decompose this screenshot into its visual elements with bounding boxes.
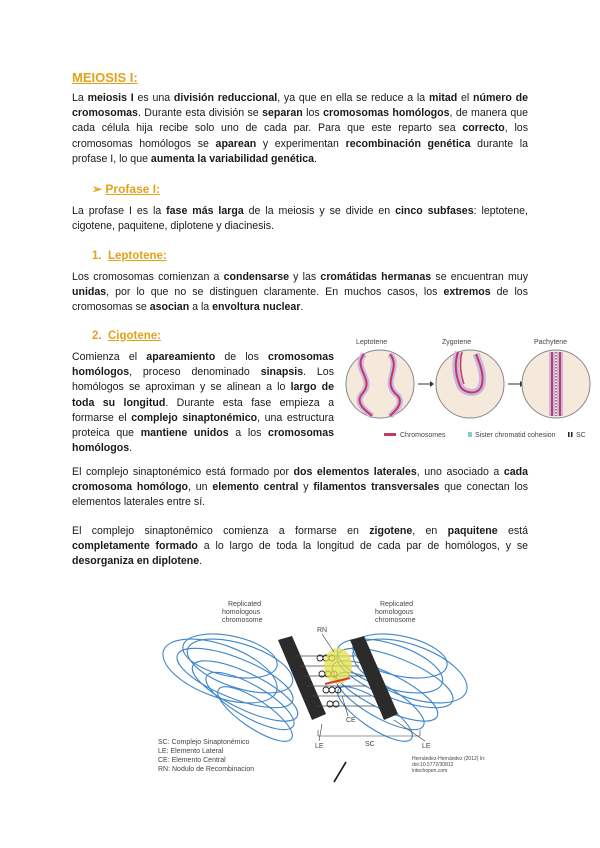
fig2-right-title-1: Replicated [380,601,414,608]
prophase-stages-figure [342,334,592,446]
fig2-legend-sc: SC: Complejo Sinaptonémico [158,739,250,746]
fig2-label-sc: SC [365,741,375,748]
pointer-line [334,762,346,782]
intro-paragraph: La meiosis I es una división reduccional, ya que en ella se reduce a la mitad el número de cromosomas. Durante esta división se separan los cromosomas homólogos, de manera que cada célula hija recibe solo uno de cada par. Para que este reparto sea correcto, los cromosomas homólogos se aparean y experimentan recombinación genética durante la profase I, lo que aumenta la variabilidad genética. [72,92,529,165]
cigotene-paragraph: Comienza el apareamiento de los cromosomas homólogos, proceso denominado sinapsis. Los homólogos se aproximan y se alinean a lo largo de toda su longitud. Durante esta fase empieza a formarse el complejo sinaptonémico, una estructura proteica que mantiene unidos a los cromosomas homólogos. [72,351,335,455]
profase-paragraph: La profase I es la fase más larga de la meiosis y se divide en cinco subfases: leptotene, cigotene, paquitene, diplotene y diacinesis. [72,205,528,233]
fig1-label-zygotene: Zygotene [442,339,472,346]
fig2-right-title-3: chromosome [375,617,416,624]
profase-heading: ➢ Profase I: [92,182,161,196]
fig1-label-leptotene: Leptotene [356,339,388,346]
arrow-bullet-icon: ➢ [92,182,103,196]
fig2-credit-3: intechopen.com [412,768,448,774]
complejo-structure-paragraph: El complejo sinaptonémico está formado por dos elementos laterales, uno asociado a cada cromosoma homólogo, un elemento central y filamentos transversales que conectan los elementos laterales entre sí. [72,466,529,509]
fig1-label-pachytene: Pachytene [534,339,568,346]
fig2-label-rn: RN [317,627,328,634]
fig2-label-le-right: LE [422,743,431,750]
fig2-legend-ce: CE: Elemento Central [158,757,226,764]
fig2-label-ce: CE [346,717,356,724]
zygotene-cell [436,350,504,418]
pachytene-cell [522,350,590,418]
synaptonemal-complex-figure [150,596,486,786]
fig2-legend-rn: RN: Nodulo de Recombinacion [158,766,255,773]
legend-cohesion: Sister chromatid cohesion [475,432,556,439]
cigotene-heading: 2. Cigotene: [92,330,162,342]
leptotene-paragraph: Los cromosomas comienzan a condensarse y las cromátidas hermanas se encuentran muy unidas, por lo que no se distinguen claramente. En muchos casos, los extremos de los cromosomas se asocian a la envoltura nuclear. [72,271,528,314]
leptotene-cell [346,350,414,418]
fig2-credit-1: Hernández-Hernández (2012) In: [412,756,486,762]
fig2-legend-le: LE: Elemento Lateral [158,748,224,755]
fig2-right-title-2: homologous [375,609,414,616]
fig2-left-title-1: Replicated [228,601,262,608]
chromatin-loops [155,626,476,750]
complejo-timeline-paragraph: El complejo sinaptonémico comienza a formarse en zigotene, en paquitene está completamente formado a lo largo de toda la longitud de cada par de homólogos, y se desorganiza en diplotene. [72,525,529,568]
leptotene-heading: 1. Leptotene: [92,250,167,262]
legend-chromosome-swatch [384,433,396,436]
legend-chromosomes: Chromosomes [400,432,446,439]
legend-sc-swatch [568,432,570,437]
legend-sc: SC [576,432,586,439]
fig2-left-title-2: homologous [222,609,261,616]
lateral-element-right [350,636,398,720]
fig2-label-le-left: LE [315,743,324,750]
page-title: MEIOSIS I: [72,70,138,85]
fig2-credit-2: doi:10.5772/30812 [412,762,454,768]
fig2-left-title-3: chromosome [222,617,263,624]
legend-cohesion-swatch [468,432,472,437]
